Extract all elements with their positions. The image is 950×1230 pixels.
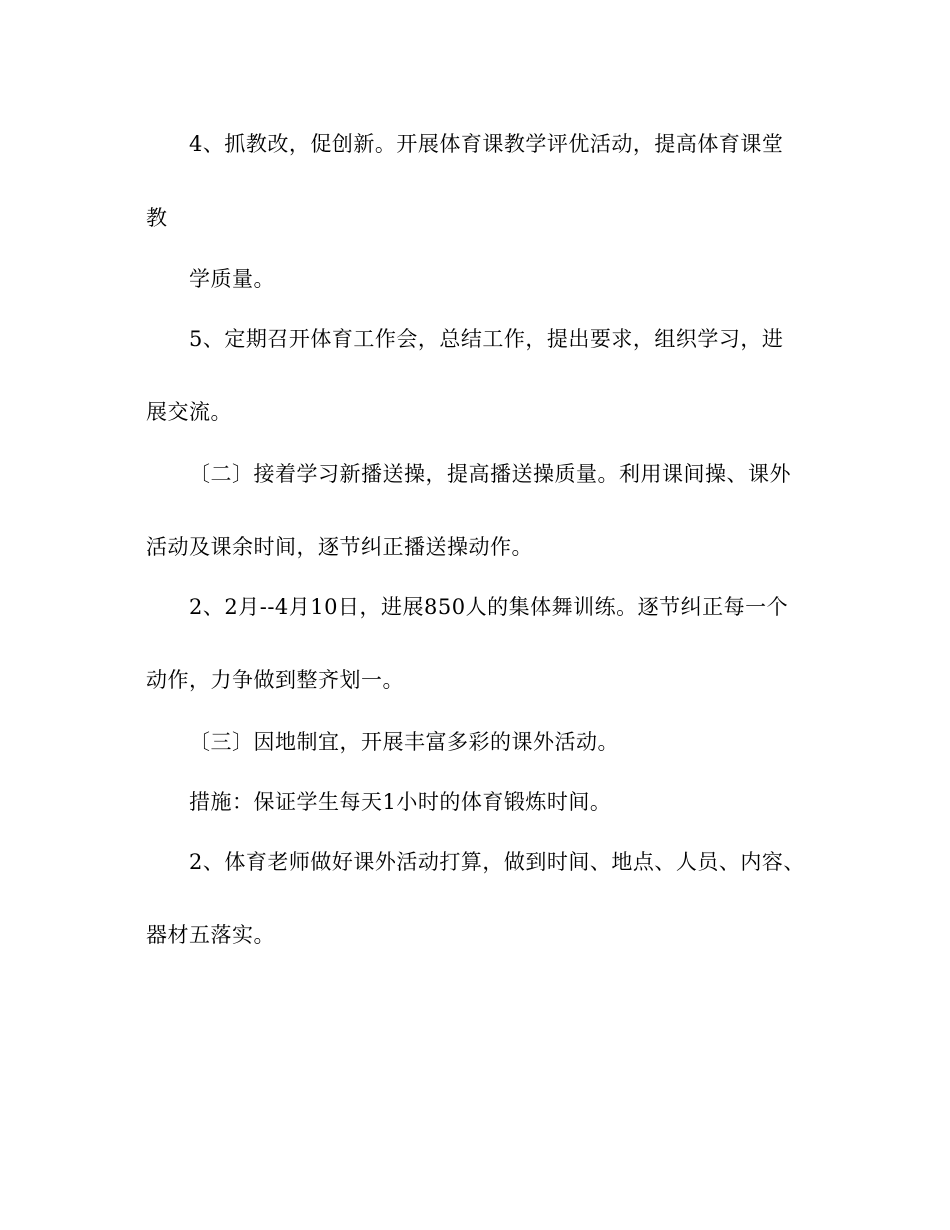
paragraph-line: 2、体育老师做好课外活动打算，做到时间、地点、人员、内容、 — [189, 850, 805, 874]
paragraph-line: 〔三〕因地制宜，开展丰富多彩的课外活动。 — [189, 730, 619, 754]
paragraph-line: 动作，力争做到整齐划一。 — [146, 668, 404, 692]
paragraph-line: 〔二〕接着学习新播送操，提高播送操质量。利用课间操、课外 — [189, 462, 791, 486]
paragraph-line: 措施：保证学生每天1小时的体育锻炼时间。 — [189, 790, 612, 814]
paragraph-line: 器材五落实。 — [146, 923, 275, 947]
paragraph-line: 2、2月--4月10日，进展850人的集体舞训练。逐节纠正每一个 — [189, 595, 789, 619]
paragraph-line: 活动及课余时间，逐节纠正播送操动作。 — [146, 535, 533, 559]
paragraph-line: 学质量。 — [189, 267, 275, 291]
paragraph-line: 教 — [146, 206, 168, 230]
paragraph-line: 5、定期召开体育工作会，总结工作，提出要求，组织学习，进 — [189, 327, 784, 351]
paragraph-line: 展交流。 — [146, 400, 232, 424]
paragraph-line: 4、抓教改，促创新。开展体育课教学评优活动，提高体育课堂 — [189, 132, 784, 156]
